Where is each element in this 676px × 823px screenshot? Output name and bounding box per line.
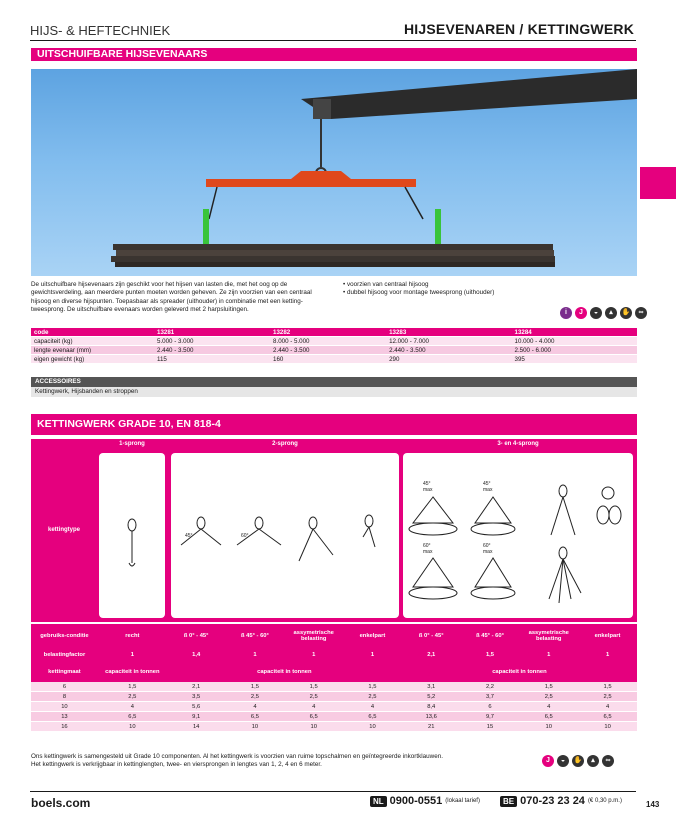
capacity-cell: 1,5 [578, 682, 637, 692]
capacity-cell: 2,5 [519, 692, 578, 702]
shoe-icon: ▴ [587, 755, 599, 767]
feature-item: • dubbel hijsoog voor montage tweesprong (uithouder) [343, 289, 495, 297]
spec-cell: eigen gewicht (kg) [31, 355, 154, 364]
capacity-cell: 1,5 [98, 682, 167, 692]
hook-icon: J [542, 755, 554, 767]
helmet-icon: ◒ [557, 755, 569, 767]
factor-cell: 1 [226, 648, 285, 662]
capacity-cell: 8,4 [402, 702, 461, 712]
spec-cell: lengte evenaar (mm) [31, 346, 154, 355]
helmet-icon: ◒ [590, 307, 602, 319]
hook-icon: J [575, 307, 587, 319]
chain-icon: ∞ [602, 755, 614, 767]
capacity-cell: 2,1 [167, 682, 226, 692]
diagram-3-4-sprong [403, 453, 633, 618]
capacity-cell: 2,5 [578, 692, 637, 702]
factor-label: belastingfactor [31, 648, 98, 662]
section-header-left: HIJS- & HEFTECHNIEK [30, 23, 171, 38]
capacity-cell: 6,5 [578, 712, 637, 722]
capacity-cell: 3,5 [167, 692, 226, 702]
factor-cell: 1 [343, 648, 402, 662]
safety-icons-top [560, 307, 647, 319]
capacity-cell: 10 [519, 722, 578, 732]
condition-row [31, 624, 637, 648]
intro-text: De uitschuifbare hijsevenaars zijn geschikt voor het hijsen van lasten die, met het oog op de gewichtsverdeling, aan meerdere punten moeten worden geheven. Ze zijn voorzien van een centraal hijsoog en diverse hijspunten. Toepasbaar als spreader (uithouder) in combinatie met een ketting-tweesprong. De uitschuifbare evenaars worden geleverd met 2 harpsluitingen. [31, 281, 312, 313]
chain-diagram-panel [31, 439, 637, 622]
capacity-cell: 10 [98, 722, 167, 732]
capacity-cell: 10 [226, 722, 285, 732]
phone-nl [370, 795, 622, 807]
condition-cell: assymetrische belasting [284, 624, 343, 648]
capacity-row [31, 722, 637, 732]
condition-cell: ß 45° - 60° [226, 624, 285, 648]
spec-cell: 8.000 - 5.000 [270, 337, 386, 346]
section-header-right: HIJSEVENAREN / KETTINGWERK [404, 21, 634, 37]
spec-cell: 2.440 - 3.500 [386, 346, 511, 355]
spec-header-cell: 13283 [386, 328, 511, 337]
capacity-cell: 1,5 [343, 682, 402, 692]
capacity-cell: 1,5 [284, 682, 343, 692]
diagram-2-sprong [171, 453, 399, 618]
be-note: (€ 0,30 p.m.) [587, 798, 622, 804]
footnote: Ons kettingwerk is samengesteld uit Grade 10 componenten. Al het kettingwerk is voorzien van ruime topschalmen en geïntegreerde inkortklauwen. Het kettingwerk is verkrijgbaar in kettinglengten, twee- en viersprongen in lengtes van 1, 2, 4 en 6 meter. [31, 753, 443, 769]
angle-label: 45° [185, 533, 193, 539]
capacity-cell: 14 [167, 722, 226, 732]
group-header: 3- en 4-sprong [497, 441, 539, 447]
factor-cell: 1,4 [167, 648, 226, 662]
capacity-cell: 2,2 [461, 682, 520, 692]
angle-label: 60° max [423, 543, 433, 555]
capacity-cell: 6,5 [98, 712, 167, 722]
capacity-cell: 4 [98, 702, 167, 712]
capacity-cell: 2,5 [343, 692, 402, 702]
condition-cell: assymetrische belasting [519, 624, 578, 648]
chain-icon: ∞ [635, 307, 647, 319]
kettingtype-label: kettingtype [47, 527, 80, 533]
angle-label: 45° max [483, 481, 493, 493]
capacity-cell: 9,7 [461, 712, 520, 722]
cap-label: capaciteit in tonnen [402, 662, 637, 682]
capacity-row [31, 702, 637, 712]
capacity-cell: 3,7 [461, 692, 520, 702]
angle-label: 45° max [423, 481, 433, 493]
condition-cell: ß 0° - 45° [167, 624, 226, 648]
capacity-cell: 5,2 [402, 692, 461, 702]
spec-header-row [31, 328, 637, 337]
side-tab [640, 167, 676, 199]
capacity-cell: 2,5 [98, 692, 167, 702]
condition-cell: ß 45° - 60° [461, 624, 520, 648]
cap-header-row [31, 662, 637, 682]
section1-title: UITSCHUIFBARE HIJSEVENAARS [31, 48, 637, 61]
spec-cell: 5.000 - 3.000 [154, 337, 270, 346]
spec-header-cell: 13284 [512, 328, 637, 337]
spec-cell: 290 [386, 355, 511, 364]
spec-cell: 395 [512, 355, 637, 364]
condition-label: gebruiks-conditie [31, 624, 98, 648]
page-number: 143 [646, 800, 660, 809]
shoe-icon: ▴ [605, 307, 617, 319]
cap-label: capaciteit in tonnen [98, 662, 167, 682]
capacity-cell: 6,5 [519, 712, 578, 722]
nl-phone: 0900-0551 [389, 795, 443, 807]
capacity-cell: 16 [31, 722, 98, 732]
factor-cell: 1 [98, 648, 167, 662]
capacity-cell: 2,5 [284, 692, 343, 702]
capacity-cell: 9,1 [167, 712, 226, 722]
capacity-cell: 10 [284, 722, 343, 732]
capacity-cell: 13 [31, 712, 98, 722]
capacity-cell: 6,5 [343, 712, 402, 722]
condition-cell: recht [98, 624, 167, 648]
capacity-cell: 10 [31, 702, 98, 712]
brand-url[interactable]: boels.com [31, 796, 91, 810]
capacity-cell: 4 [519, 702, 578, 712]
group-header: 1-sprong [119, 441, 145, 447]
spec-cell: capaciteit (kg) [31, 337, 154, 346]
capacity-cell: 13,6 [402, 712, 461, 722]
factor-cell: 1 [578, 648, 637, 662]
spec-cell: 2.500 - 6.000 [512, 346, 637, 355]
footer-rule [30, 791, 636, 792]
section2-title: KETTINGWERK GRADE 10, EN 818-4 [31, 414, 637, 435]
spec-table [31, 328, 637, 364]
capacity-cell: 6,5 [284, 712, 343, 722]
capacity-cell: 15 [461, 722, 520, 732]
be-phone: 070-23 23 24 [520, 795, 585, 807]
spec-header-cell: code [31, 328, 154, 337]
factor-cell: 1 [519, 648, 578, 662]
condition-cell: enkelpart [578, 624, 637, 648]
product-photo [31, 69, 637, 276]
capacity-cell: 1,5 [519, 682, 578, 692]
glove-icon: ✋ [572, 755, 584, 767]
angle-label: 60° max [483, 543, 493, 555]
accessories-text: Kettingwerk, Hijsbanden en stroppen [31, 387, 637, 397]
spec-cell: 115 [154, 355, 270, 364]
safety-icons-bottom [542, 755, 614, 767]
capacity-cell: 4 [284, 702, 343, 712]
condition-cell: enkelpart [343, 624, 402, 648]
glove-icon: ✋ [620, 307, 632, 319]
capacity-cell: 3,1 [402, 682, 461, 692]
capacity-cell: 6,5 [226, 712, 285, 722]
feature-item: • voorzien van centraal hijsoog [343, 281, 429, 288]
factor-row [31, 648, 637, 662]
condition-cell: ß 0° - 45° [402, 624, 461, 648]
spec-row [31, 346, 637, 355]
factor-cell: 1 [284, 648, 343, 662]
spec-row [31, 355, 637, 364]
spec-header-cell: 13282 [270, 328, 386, 337]
accessories-title: ACCESSOIRES [31, 377, 637, 387]
nl-tag: NL [370, 796, 387, 807]
capacity-row [31, 692, 637, 702]
info-icon: i [560, 307, 572, 319]
diagram-1-sprong [99, 453, 165, 618]
capacity-cell: 4 [578, 702, 637, 712]
spec-cell: 10.000 - 4.000 [512, 337, 637, 346]
capacity-cell: 2,5 [226, 692, 285, 702]
size-label: kettingmaat [31, 662, 98, 682]
capacity-rows [31, 682, 637, 732]
header-rule [30, 40, 636, 41]
capacity-cell: 5,6 [167, 702, 226, 712]
group-header: 2-sprong [272, 441, 298, 447]
capacity-cell: 8 [31, 692, 98, 702]
spec-cell: 2.440 - 3.500 [154, 346, 270, 355]
factor-cell: 2,1 [402, 648, 461, 662]
capacity-cell: 6 [31, 682, 98, 692]
capacity-cell: 21 [402, 722, 461, 732]
capacity-cell: 10 [343, 722, 402, 732]
capacity-row [31, 682, 637, 692]
cap-label: capaciteit in tonnen [167, 662, 402, 682]
angle-label: 60° [241, 533, 249, 539]
capacity-cell: 1,5 [226, 682, 285, 692]
spec-header-cell: 13281 [154, 328, 270, 337]
factor-cell: 1,5 [461, 648, 520, 662]
capacity-cell: 6 [461, 702, 520, 712]
spec-row [31, 337, 637, 346]
chain-capacity-table [31, 624, 637, 732]
be-tag: BE [500, 796, 517, 807]
capacity-cell: 4 [343, 702, 402, 712]
spec-cell: 12.000 - 7.000 [386, 337, 511, 346]
feature-list [343, 281, 494, 298]
nl-note: (lokaal tarief) [445, 798, 480, 804]
spec-cell: 160 [270, 355, 386, 364]
capacity-cell: 4 [226, 702, 285, 712]
capacity-cell: 10 [578, 722, 637, 732]
spec-cell: 2.440 - 3.500 [270, 346, 386, 355]
capacity-row [31, 712, 637, 722]
